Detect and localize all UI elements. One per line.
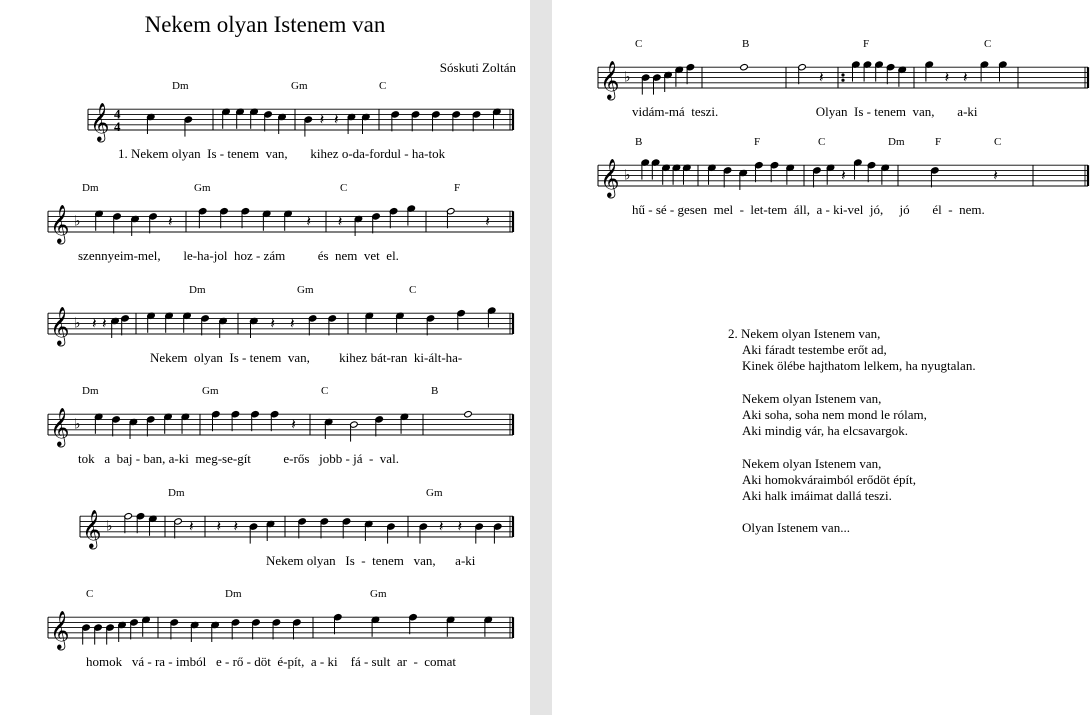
verse-line: Aki soha, soha nem mond le rólam, [742, 407, 927, 422]
music-staff [80, 501, 523, 561]
chord-symbol: F [863, 38, 870, 50]
treble-clef-icon: 𝄞 [50, 306, 70, 345]
lyrics-line: Nekem olyan Is - tenem van, kihez bát-ran ki-ált-ha- [150, 350, 463, 365]
quarter-rest-icon: 𝄽 [270, 314, 275, 333]
quarter-rest-icon: 𝄽 [92, 314, 97, 333]
music-system-4 [0, 385, 523, 467]
treble-clef-icon: 𝄞 [600, 60, 620, 99]
treble-clef-icon: 𝄞 [50, 407, 70, 446]
treble-clef-icon: 𝄞 [600, 158, 620, 197]
music-system-1 [0, 80, 523, 162]
treble-clef-icon: 𝄞 [50, 204, 70, 243]
treble-clef-icon: 𝄞 [82, 509, 102, 548]
chord-symbol: F [935, 136, 942, 148]
music-staff [598, 52, 1092, 112]
key-flat-icon: ♭ [74, 416, 81, 433]
music-staff [48, 399, 523, 459]
music-system-8 [552, 136, 1092, 218]
lyrics-line: tok a baj - ban, a-ki meg-se-gít e-rős jobb - já - val. [78, 451, 399, 466]
quarter-rest-icon: 𝄽 [319, 110, 325, 129]
chord-symbol: C [86, 588, 94, 600]
key-flat-icon: ♭ [74, 213, 81, 230]
key-flat-icon: ♭ [106, 518, 113, 535]
verse-line: Aki halk imáimat dallá teszi. [742, 488, 892, 503]
note-head [464, 411, 473, 418]
lyrics-line: homok vá - ra - imból e - rő - döt é-pít, a - ki fá - sult ar - comat [86, 654, 457, 669]
quarter-rest-icon: 𝄽 [457, 517, 463, 536]
verse-line: Nekem olyan Istenem van, [742, 455, 882, 471]
song-title: Nekem olyan Istenem van [144, 12, 386, 37]
music-staff [48, 602, 523, 662]
quarter-rest-icon: 𝄽 [337, 212, 343, 231]
music-staff [88, 94, 523, 154]
quarter-rest-icon: 𝄽 [993, 166, 998, 185]
lyrics-line: szennyeim-mel, le-ha-jol hoz - zám és nem vet el. [78, 248, 399, 263]
key-flat-icon: ♭ [624, 167, 631, 184]
chord-symbol: C [379, 80, 387, 92]
time-signature-bottom: 4 [114, 119, 121, 134]
score-page-left [0, 0, 530, 715]
verse-2-text [728, 326, 976, 553]
chord-symbol: Gm [291, 80, 308, 92]
treble-clef-icon: 𝄞 [90, 102, 110, 141]
chord-symbol: F [454, 182, 461, 194]
quarter-rest-icon: 𝄽 [819, 68, 824, 87]
chord-symbol: Dm [172, 80, 189, 92]
page-gutter [530, 0, 552, 715]
chord-symbol: F [754, 136, 761, 148]
verse-stanza [728, 391, 976, 440]
quarter-rest-icon: 𝄽 [944, 68, 950, 87]
chord-symbol: C [321, 385, 329, 397]
chord-symbol: C [635, 38, 643, 50]
quarter-rest-icon: 𝄽 [334, 110, 339, 129]
chord-symbol: B [431, 385, 439, 397]
verse-line: Kinek ölébe hajthatom lelkem, ha nyugtalan. [742, 358, 976, 374]
chord-symbol: B [742, 38, 750, 50]
quarter-rest-icon: 𝄽 [102, 314, 107, 333]
quarter-rest-icon: 𝄽 [485, 212, 490, 231]
chord-symbol: B [635, 136, 643, 148]
chord-symbol: C [984, 38, 992, 50]
chord-symbol: Dm [82, 385, 99, 397]
chord-symbol: Gm [194, 182, 211, 194]
chord-symbol: Dm [168, 487, 185, 499]
treble-clef-icon: 𝄞 [50, 610, 70, 649]
music-staff [598, 150, 1092, 210]
quarter-rest-icon: 𝄽 [306, 212, 311, 231]
composer-name: Sóskuti Zoltán [439, 60, 516, 75]
quarter-rest-icon: 𝄽 [290, 314, 295, 333]
chord-symbol: Dm [888, 136, 905, 148]
chord-symbol: Dm [82, 182, 99, 194]
quarter-rest-icon: 𝄽 [168, 212, 173, 231]
chord-symbol: Gm [426, 487, 443, 499]
quarter-rest-icon: 𝄽 [233, 517, 239, 536]
music-system-3 [0, 284, 523, 366]
quarter-rest-icon: 𝄽 [216, 517, 222, 536]
lyrics-line: vidám-má teszi. Olyan Is - tenem van, a-ki [632, 104, 978, 119]
quarter-rest-icon: 𝄽 [841, 166, 846, 185]
chord-symbol: Gm [370, 588, 387, 600]
chord-symbol: Gm [202, 385, 219, 397]
key-flat-icon: ♭ [74, 315, 81, 332]
quarter-rest-icon: 𝄽 [963, 68, 968, 87]
repeat-dot [841, 79, 844, 82]
score-page-right [552, 0, 1092, 715]
verse-line: 2. Nekem olyan Istenem van, [728, 326, 881, 341]
lyrics-line: hű - sé - gesen mel - let-tem áll, a - ki-vel jó, jó él - nem. [632, 202, 985, 217]
quarter-rest-icon: 𝄽 [189, 517, 194, 536]
verse-line: Aki mindig vár, ha elcsavargok. [742, 423, 909, 439]
lyrics-line: 1. Nekem olyan Is - tenem van, kihez o-da-fordul - ha-tok [118, 146, 446, 161]
verse-stanza [728, 456, 976, 505]
chord-symbol: C [409, 284, 417, 296]
verse-stanza [728, 326, 976, 375]
chord-symbol: Gm [297, 284, 314, 296]
time-signature-top: 4 [114, 106, 121, 122]
music-system-6 [0, 588, 523, 670]
verse-line: Olyan Istenem van... [742, 520, 850, 536]
verse-line: Nekem olyan Istenem van, [742, 390, 882, 406]
lyrics-line: Nekem olyan Is - tenem van, a-ki [266, 553, 476, 568]
music-staff [48, 196, 523, 256]
music-system-7 [552, 38, 1092, 120]
verse-stanza [728, 520, 976, 536]
music-staff [48, 298, 523, 358]
note-head [740, 64, 749, 71]
music-system-2 [0, 182, 523, 264]
chord-symbol: C [818, 136, 826, 148]
quarter-rest-icon: 𝄽 [291, 415, 296, 434]
chord-symbol: Dm [225, 588, 242, 600]
chord-symbol: Dm [189, 284, 206, 296]
repeat-dot [841, 73, 844, 76]
quarter-rest-icon: 𝄽 [438, 517, 444, 536]
music-system-5 [0, 487, 523, 569]
key-flat-icon: ♭ [624, 69, 631, 86]
chord-symbol: C [340, 182, 348, 194]
chord-symbol: C [994, 136, 1002, 148]
verse-line: Aki homokváraimból erődöt épít, [742, 471, 917, 487]
verse-line: Aki fáradt testembe erőt ad, [742, 342, 887, 358]
